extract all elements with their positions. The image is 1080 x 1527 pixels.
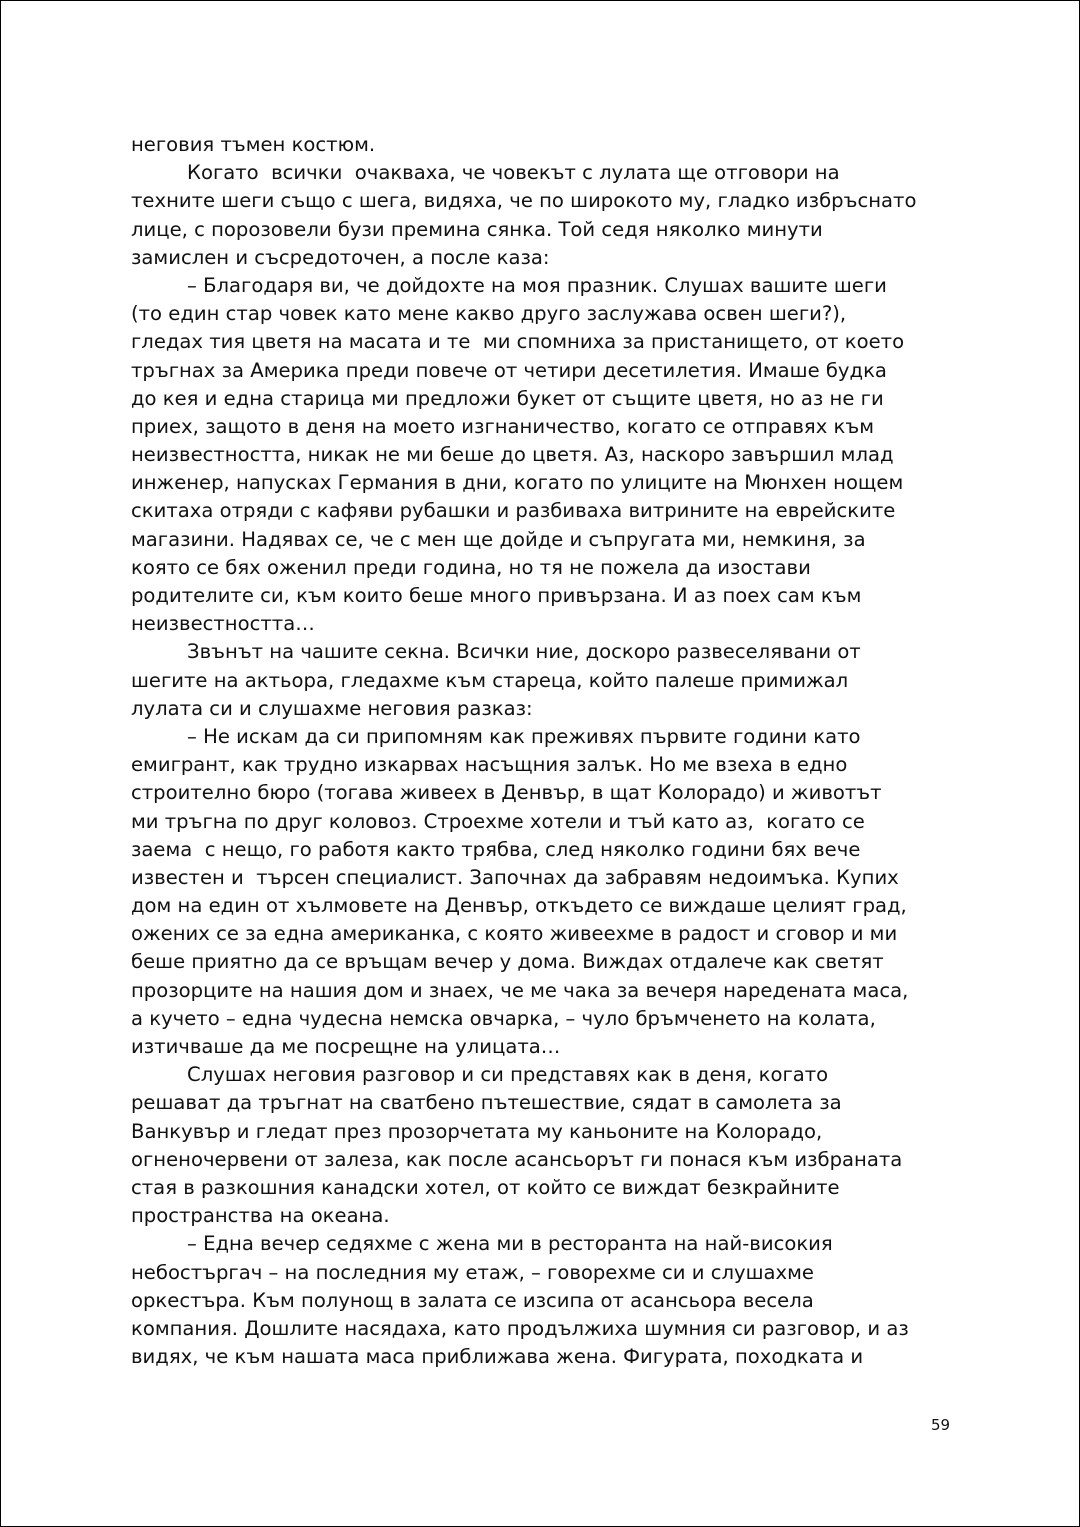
text-line: Слушах неговия разговор и си представях как в деня, когато: [131, 1063, 829, 1087]
text-line: пространства на океана.: [131, 1204, 390, 1228]
text-line: замислен и съсредоточен, а после каза:: [131, 245, 550, 269]
text-line: родителите си, към които беше много привързана. И аз поех сам към: [131, 584, 862, 607]
text-line: техните шеги също с шега, видяха, че по широкото му, гладко избръснато: [131, 189, 917, 213]
text-line: неизвестността, никак не ми беше до цветя. Аз, наскоро завършил млад: [131, 443, 894, 467]
text-line: приех, защото в деня на моето изгнаничество, когато се отправях към: [131, 414, 874, 438]
text-line: огненочервени от залеза, как после асансьорът ги понася към избраната: [131, 1147, 903, 1171]
text-line: видях, че към нашата маса приближава жена. Фигурата, походката и: [131, 1345, 864, 1369]
text-line: небостъргач – на последния му етаж, – говорехме си и слушахме: [131, 1260, 814, 1284]
text-line: решават да тръгнат на сватбено пътешествие, сядат в самолета за: [131, 1091, 842, 1115]
text-line: Когато всички очакваха, че човекът с лулата ще отговори на: [131, 161, 840, 185]
text-line: Звънът на чашите секна. Всички ние, доскоро развеселявани от: [131, 640, 861, 664]
text-line: прозорците на нашия дом и знаех, че ме чака за вечеря наредената маса,: [131, 978, 909, 1002]
text-line: лице, с порозовели бузи премина сянка. Той седя няколко минути: [131, 217, 823, 241]
text-line: стая в разкошния канадски хотел, от който се виждат безкрайните: [131, 1175, 840, 1199]
text-line: ожених се за една американка, с която живеехме в радост и сговор и ми: [131, 922, 898, 946]
text-line: неизвестността…: [131, 612, 315, 636]
text-line: а кучето – една чудесна немска овчарка, – чуло бръмченето на колата,: [131, 1006, 876, 1030]
text-line: шегите на актьора, гледахме към стареца, който палеше примижал: [131, 668, 849, 692]
text-line: която се бях оженил преди година, но тя не пожела да изостави: [131, 555, 811, 579]
text-line: известен и търсен специалист. Започнах да забравям недоимъка. Купих: [131, 865, 899, 889]
text-line: оркестъра. Към полунощ в залата се изсипа от асансьора весела: [131, 1288, 814, 1312]
text-line: – Благодаря ви, че дойдохте на моя празник. Слушах вашите шеги: [131, 273, 887, 297]
text-line: магазини. Надявах се, че с мен ще дойде и съпругата ми, немкиня, за: [131, 527, 866, 551]
text-line: беше приятно да се връщам вечер у дома. Виждах отдалече как светят: [131, 950, 884, 974]
text-line: лулата си и слушахме неговия разказ:: [131, 696, 533, 720]
text-line: тръгнах за Америка преди повече от четири десетилетия. Имаше будка: [131, 358, 887, 382]
text-line: строително бюро (тогава живеех в Денвър, в щат Колорадо) и животът: [131, 781, 882, 805]
text-line: емигрант, как трудно изкарвах насъщния залък. Но ме взеха в едно: [131, 753, 848, 777]
text-line: неговия тъмен костюм.: [131, 133, 376, 156]
text-line: заема с нещо, го работя както трябва, след няколко години бях вече: [131, 837, 861, 861]
text-line: Ванкувър и гледат през прозорчетата му каньоните на Колорадо,: [131, 1119, 823, 1143]
text-line: компания. Дошлите насядаха, като продължиха шумния си разговор, и аз: [131, 1316, 909, 1340]
text-line: гледах тия цветя на масата и те ми спомниха за пристанището, от което: [131, 330, 905, 354]
text-line: ми тръгна по друг коловоз. Строехме хотели и тъй като аз, когато се: [131, 809, 865, 833]
text-line: – Не искам да си припомням как преживях първите години като: [131, 724, 861, 748]
text-line: до кея и една старица ми предложи букет от същите цветя, но аз не ги: [131, 386, 884, 410]
text-line: скитаха отряди с кафяви рубашки и разбиваха витрините на еврейските: [131, 499, 896, 523]
text-line: (то един стар човек като мене какво друго заслужава освен шеги?),: [131, 302, 847, 326]
text-line: дом на един от хълмовете на Денвър, откъдето се виждаше целият град,: [131, 894, 907, 918]
text-line: – Една вечер седяхме с жена ми в ресторанта на най-високия: [131, 1232, 833, 1256]
text-line: инженер, напусках Германия в дни, когато по улиците на Мюнхен нощем: [131, 471, 904, 495]
page-text: [131, 131, 961, 1371]
text-line: изтичваше да ме посрещне на улицата…: [131, 1035, 561, 1058]
page-number: 59: [931, 1416, 951, 1434]
